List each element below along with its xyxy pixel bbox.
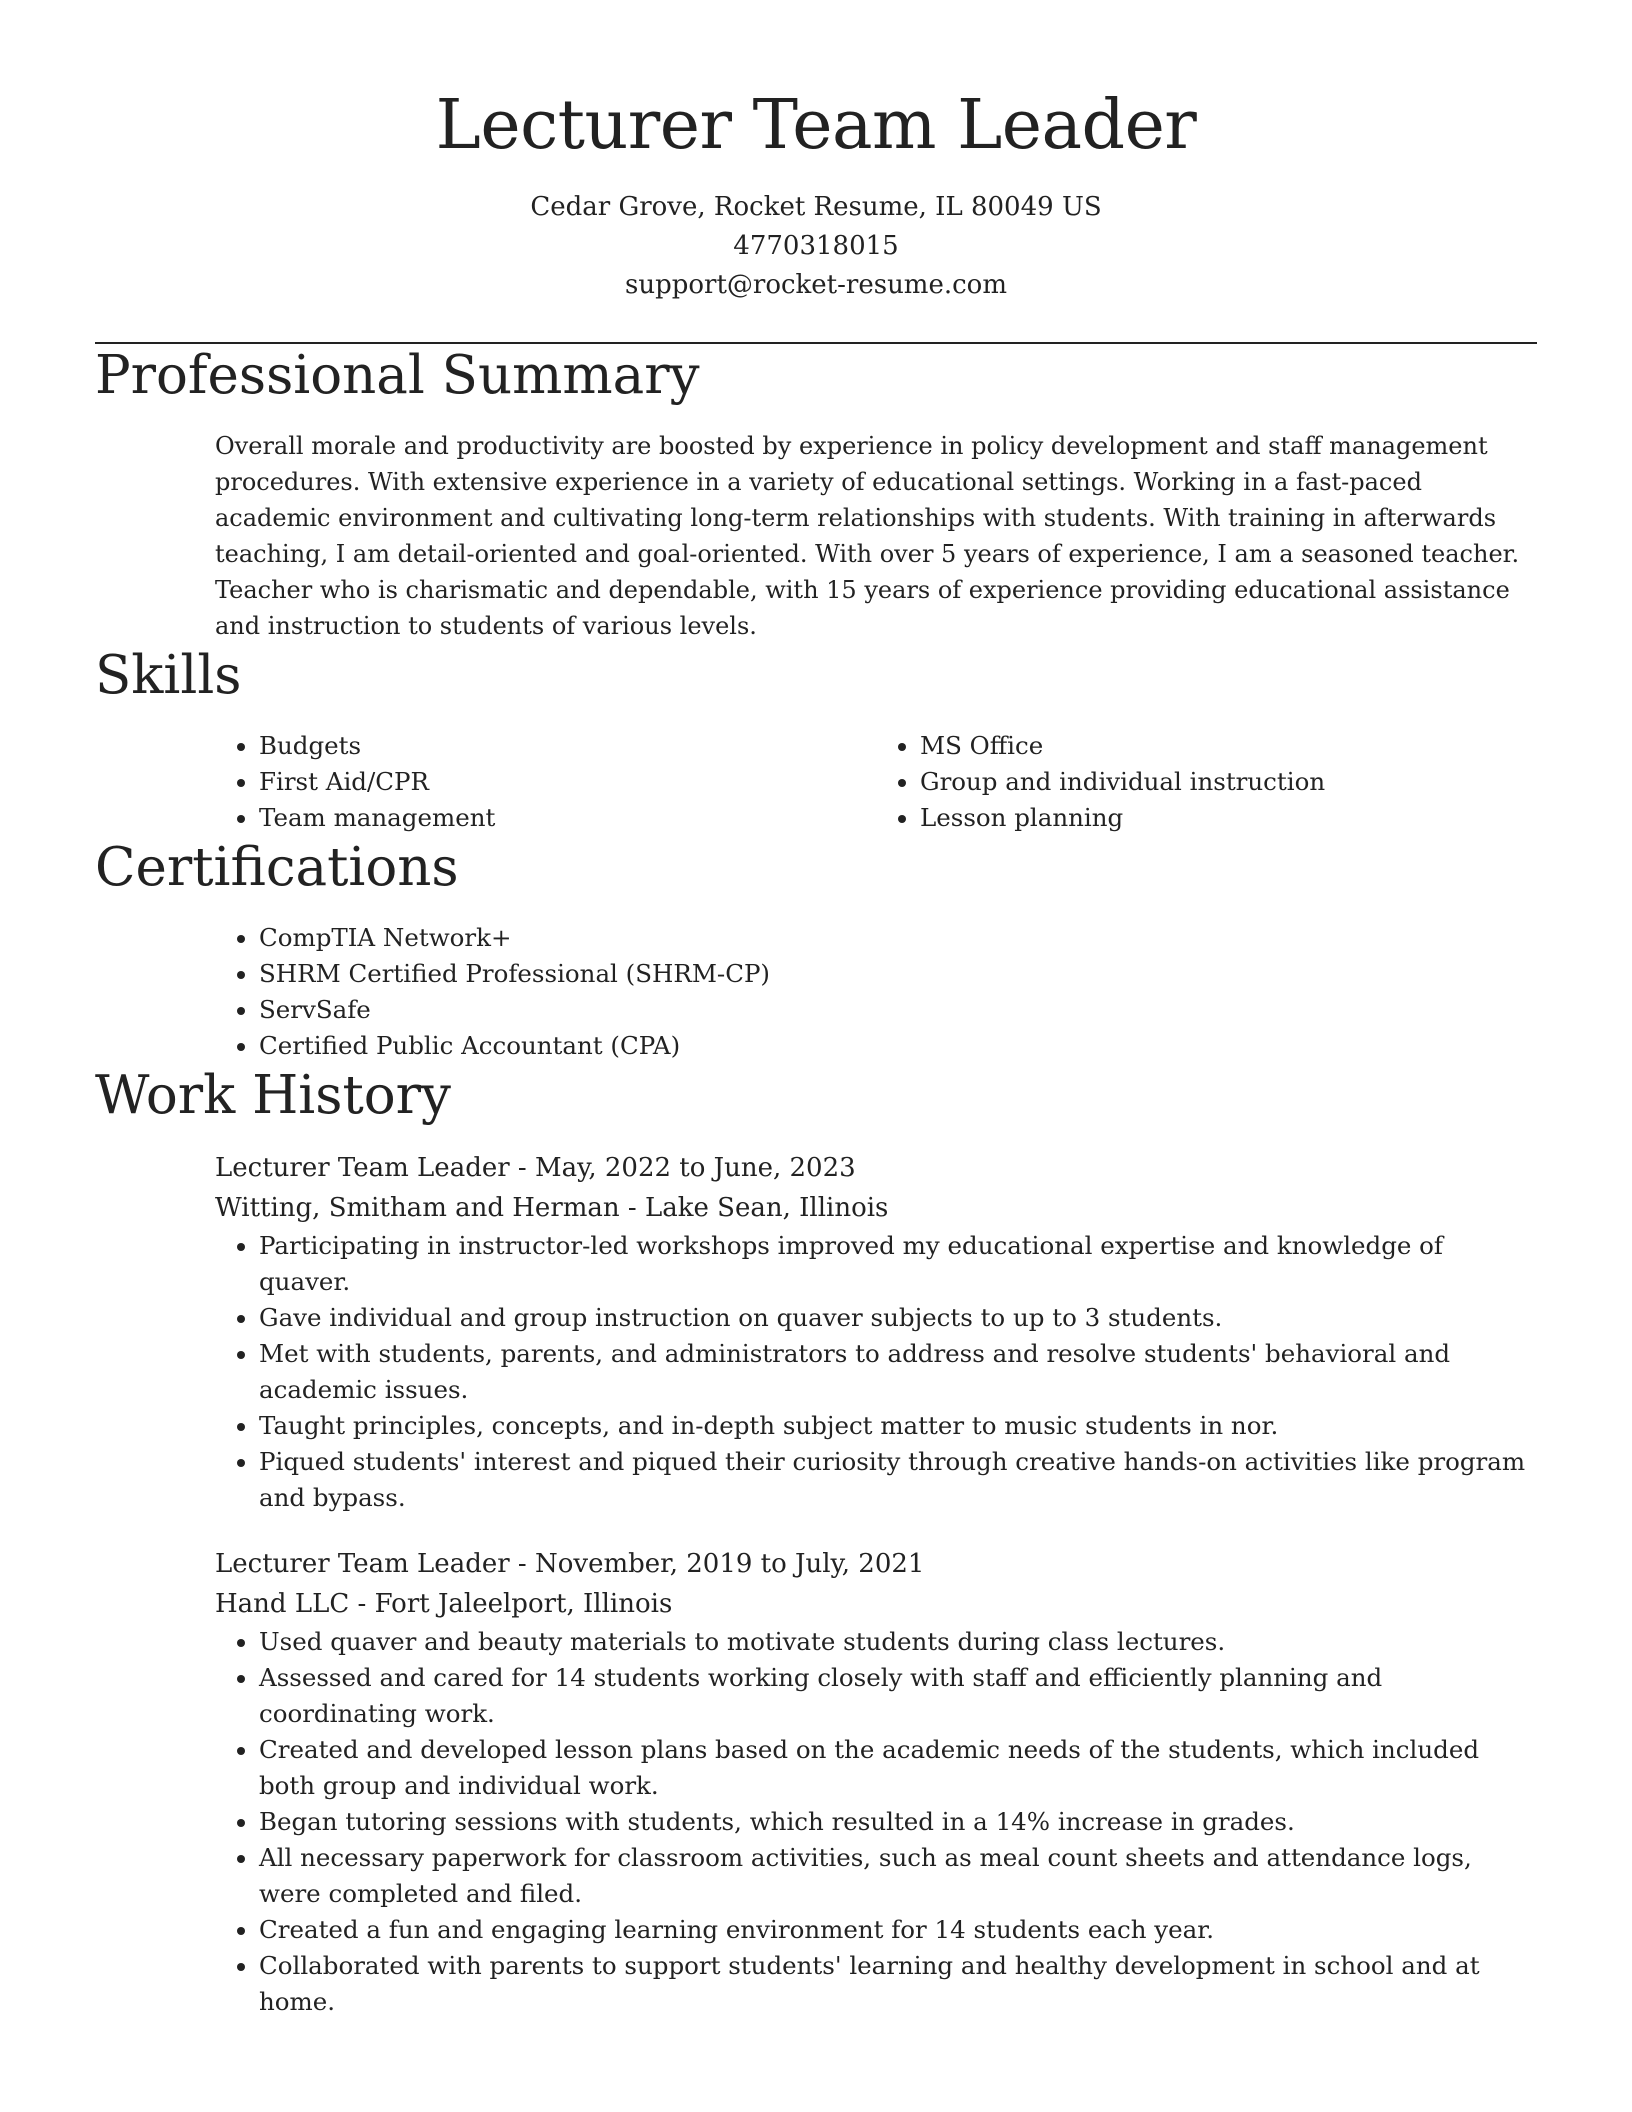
job-title-dates: Lecturer Team Leader - November, 2019 to July, 2021	[215, 1549, 925, 1579]
skills-columns	[215, 728, 1537, 836]
summary-heading: Professional Summary	[95, 345, 700, 406]
job-entry	[215, 1148, 1537, 1516]
phone-text: 4770318015	[733, 231, 899, 261]
certification-item: • SHRM Certified Professional (SHRM-CP)	[259, 956, 1537, 992]
certifications-block	[215, 920, 1537, 1064]
job-duty-item: • Assessed and cared for 14 students working closely with staff and efficiently planning and coordinating work.	[259, 1660, 1537, 1732]
job-duty-item: • Gave individual and group instruction on quaver subjects to up to 3 students.	[259, 1300, 1537, 1336]
job-duty-item: • Participating in instructor-led workshops improved my educational expertise and knowledge of quaver.	[259, 1228, 1537, 1300]
job-duty-item: • All necessary paperwork for classroom activities, such as meal count sheets and attendance logs, were completed and filed.	[259, 1840, 1537, 1912]
job-duty-item: • Piqued students' interest and piqued their curiosity through creative hands-on activities like program and bypass.	[259, 1444, 1537, 1516]
skill-item: • Budgets	[259, 728, 876, 764]
job-duty-item: • Met with students, parents, and administrators to address and resolve students' behavioral and academic issues.	[259, 1336, 1537, 1408]
job-duties-list	[215, 1228, 1537, 1516]
summary-text: Overall morale and productivity are boosted by experience in policy development and staff management procedures. With extensive experience in a variety of educational settings. Working in a fast-paced academic environment and cultivating long-term relationships with students. With training in afterwards teaching, I am detail-oriented and goal-oriented. With over 5 years of experience, I am a seasoned teacher. Teacher who is charismatic and dependable, with 15 years of experience providing educational assistance and instruction to students of various levels.	[215, 432, 1520, 640]
certifications-heading: Certifications	[95, 837, 459, 898]
address-text: Cedar Grove, Rocket Resume, IL 80049 US	[530, 192, 1102, 222]
skills-left-list	[215, 728, 876, 836]
certifications-list	[215, 920, 1537, 1064]
work-history-heading: Work History	[95, 1065, 451, 1126]
job-title-dates: Lecturer Team Leader - May, 2022 to June, 2023	[215, 1153, 856, 1183]
skills-heading: Skills	[95, 645, 242, 706]
contact-block	[95, 188, 1537, 305]
job-duty-item: • Taught principles, concepts, and in-depth subject matter to music students in nor.	[259, 1408, 1537, 1444]
skills-right-list	[876, 728, 1537, 836]
job-duty-item: • Collaborated with parents to support students' learning and healthy development in school and at home.	[259, 1948, 1537, 2020]
skill-item: • Lesson planning	[920, 800, 1537, 836]
candidate-name: Lecturer Team Leader	[435, 86, 1197, 165]
job-entry	[215, 1544, 1537, 2020]
job-employer-location: Hand LLC - Fort Jaleelport, Illinois	[215, 1589, 673, 1619]
certification-item: • CompTIA Network+	[259, 920, 1537, 956]
certification-item: • Certified Public Accountant (CPA)	[259, 1028, 1537, 1064]
skill-item: • Team management	[259, 800, 876, 836]
job-duty-item: • Used quaver and beauty materials to motivate students during class lectures.	[259, 1624, 1537, 1660]
skill-item: • First Aid/CPR	[259, 764, 876, 800]
skill-item: • MS Office	[920, 728, 1537, 764]
job-duty-item: • Created a fun and engaging learning environment for 14 students each year.	[259, 1912, 1537, 1948]
email-text: support@rocket-resume.com	[624, 270, 1007, 300]
job-duty-item: • Created and developed lesson plans based on the academic needs of the students, which included both group and individual work.	[259, 1732, 1537, 1804]
resume-header	[95, 0, 1537, 305]
skill-item: • Group and individual instruction	[920, 764, 1537, 800]
job-duties-list	[215, 1624, 1537, 2020]
certification-item: • ServSafe	[259, 992, 1537, 1028]
job-employer-location: Witting, Smitham and Herman - Lake Sean, Illinois	[215, 1193, 889, 1223]
job-duty-item: • Began tutoring sessions with students, which resulted in a 14% increase in grades.	[259, 1804, 1537, 1840]
